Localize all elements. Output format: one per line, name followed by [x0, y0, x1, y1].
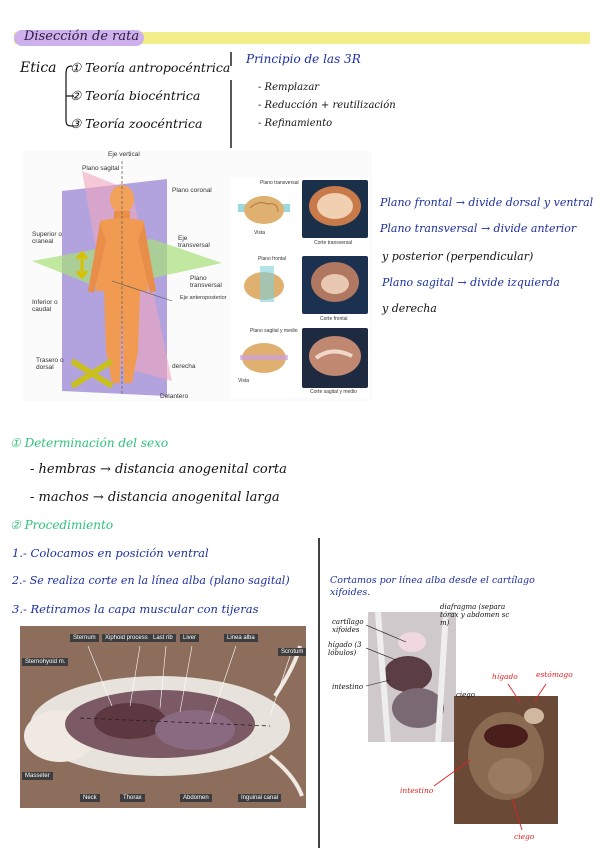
brain-lbl-corte-frontal: Corte frontal [320, 316, 348, 322]
tres-r-item-2: - Reducción + reutilización [258, 100, 396, 111]
brain-photo-3 [302, 328, 368, 388]
brain-lbl-vista-3: Vista [238, 378, 250, 384]
brain-lbl-plano-transversal: Plano transversal [260, 180, 299, 186]
fig-plano-transversal: Plano transversal [190, 275, 222, 289]
page-title: Disección de rata [24, 29, 140, 44]
sexo-item-2: - machos → distancia anogenital larga [30, 490, 280, 505]
tres-r-item-1: - Remplazar [258, 82, 320, 93]
rat-lbl-xiphoid: Xiphoid process [102, 634, 151, 642]
brain-lbl-plano-frontal: Plano frontal [258, 256, 287, 262]
rat-lbl-linea-alba: Linea alba [224, 634, 258, 642]
brain-photo-2 [302, 256, 368, 314]
etica-item-3: ③ Teoría zoocéntrica [70, 116, 203, 131]
fig-trasero: Trasero o dorsal [36, 357, 64, 371]
brain-lbl-corte-transversal: Corte transversal [314, 240, 353, 246]
brain-lbl-plano-sagital: Plano sagital y medio [250, 328, 298, 334]
tres-r-item-3: - Refinamiento [258, 118, 333, 129]
brain-lbl-corte-sagital: Corte sagital y medio [310, 389, 357, 395]
brain-image-1 [238, 190, 290, 228]
lbl-red-higado: hígado [492, 672, 518, 681]
note-plano-transversal-a: Plano transversal → divide anterior [380, 222, 577, 235]
rat-lbl-liver: Liver [180, 634, 199, 642]
brain-lbl-vista-1: Vista [254, 230, 266, 236]
sexo-heading: ① Determinación del sexo [10, 436, 169, 450]
rat-dissection-figure [20, 626, 306, 808]
fig-inferior: Inferior o caudal [32, 299, 58, 313]
rat-lbl-neck: Neck [80, 794, 100, 802]
fig-eje-transversal: Eje transversal [178, 235, 210, 249]
fig-eje-anteroposterior: Eje anteroposterior [180, 295, 227, 301]
lbl-ciego: ciego [456, 691, 475, 699]
lbl-red-estomago: estómago [536, 670, 573, 679]
etica-heading: Etica [20, 60, 57, 76]
rat-lbl-masseter: Masseter [22, 772, 53, 780]
fig-superior: Superior o craneal [32, 231, 62, 245]
note-plano-sagital-b: y derecha [382, 302, 437, 315]
rat-lbl-scrotum: Scrotum [278, 648, 306, 656]
brain-planes-figure [230, 178, 370, 398]
rat-lbl-inguinal: Inguinal canal [238, 794, 281, 802]
brain-image-2 [238, 264, 290, 304]
step-1: 1.- Colocamos en posición ventral [12, 546, 209, 560]
etica-item-1: ① Teoría antropocéntrica [70, 60, 231, 75]
rat-lbl-sternum: Sternum [70, 634, 99, 642]
top-divider [226, 50, 236, 150]
note-plano-frontal: Plano frontal → divide dorsal y ventral [380, 196, 594, 209]
lbl-intestino: intestino [332, 683, 364, 691]
lbl-red-intestino: intestino [400, 786, 434, 795]
rat-lbl-last-rib: Last rib [150, 634, 176, 642]
fig-plano-coronal: Plano coronal [172, 187, 212, 194]
corte-note: Cortamos por línea alba desde el cartílago xifoides. [330, 575, 535, 598]
brain-photo-1 [302, 180, 368, 238]
fig-plano-sagital: Plano sagital [82, 165, 120, 172]
sexo-item-1: - hembras → distancia anogenital corta [30, 462, 287, 477]
tres-r-heading: Principio de las 3R [246, 52, 361, 66]
lbl-red-ciego: ciego [514, 832, 535, 841]
fig-eje-vertical: Eje vertical [108, 151, 140, 158]
step-3: 3.- Retiramos la capa muscular con tijeras [12, 602, 259, 616]
rat-lbl-thorax: Thorax [120, 794, 145, 802]
bottom-divider [316, 538, 322, 848]
rat-drawing [20, 626, 306, 808]
rat-lbl-sternohyoid: Sternohyoid m. [22, 658, 68, 666]
step-2: 2.- Se realiza corte en la línea alba (plano sagital) [12, 574, 290, 587]
fig-derecha: derecha [172, 363, 196, 370]
red-arrows [430, 680, 560, 836]
rat-lbl-abdomen: Abdomen [180, 794, 212, 802]
procedimiento-heading: ② Procedimiento [10, 518, 114, 532]
note-plano-transversal-b: y posterior (perpendicular) [382, 250, 534, 263]
etica-item-2: ② Teoría biocéntrica [70, 88, 201, 103]
lbl-diafragma: diafragma (separa tórax y abdomen sc m) [440, 603, 510, 627]
lbl-cartilago: cartílago xifoides [332, 618, 364, 634]
lbl-higado: hígado (3 lóbulos) [328, 641, 362, 657]
fig-delantero: Delantero [160, 393, 189, 400]
brain-image-3 [236, 338, 292, 380]
note-plano-sagital-a: Plano sagital → divide izquierda [382, 276, 560, 289]
